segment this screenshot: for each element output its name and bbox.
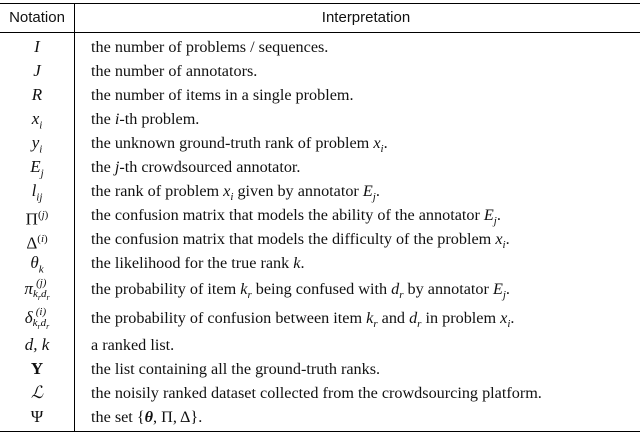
notation-cell: $\Delta^{(i)}$ xyxy=(26,233,48,253)
notation-cell: δ (i) $k_rd_r$ xyxy=(24,305,50,331)
table-row xyxy=(0,227,640,251)
notation-cell: $E_j$ xyxy=(30,157,44,180)
notation-cell: I xyxy=(34,37,40,56)
table-header-rule xyxy=(0,32,640,33)
interpretation-cell: the i-th problem. xyxy=(91,110,200,128)
interpretation-cell: the set {θ, Π, Δ}. xyxy=(91,408,203,426)
notation-cell: ℒ xyxy=(30,383,44,402)
table-row xyxy=(0,131,640,155)
notation-cell: $\theta_k$ xyxy=(30,253,44,276)
table-row xyxy=(0,277,640,301)
header-notation: Notation xyxy=(9,9,65,26)
interpretation-cell: a ranked list. xyxy=(91,336,175,354)
interpretation-cell: the probability of confusion between item $k_r$ and $d_r$ in problem $x_i$. xyxy=(91,309,515,331)
interpretation-cell: the unknown ground-truth rank of problem $x_i$. xyxy=(91,134,388,156)
interpretation-cell: the j-th crowdsourced annotator. xyxy=(91,158,301,176)
table-row xyxy=(0,179,640,203)
table-bottom-rule xyxy=(0,431,640,432)
table-header xyxy=(0,3,640,32)
table-row xyxy=(0,59,640,83)
notation-cell: π (j) $k_rd_r$ xyxy=(24,276,50,302)
interpretation-cell: the noisily ranked dataset collected from the crowdsourcing platform. xyxy=(91,384,542,402)
table-row xyxy=(0,306,640,330)
notation-cell: $x_i$ xyxy=(31,109,43,132)
table-row xyxy=(0,107,640,131)
table-row xyxy=(0,251,640,275)
table-row xyxy=(0,357,640,381)
notation-cell: R xyxy=(31,85,43,104)
interpretation-cell: the list containing all the ground-truth ranks. xyxy=(91,360,381,378)
notation-cell: Ψ xyxy=(30,407,44,426)
table-row xyxy=(0,405,640,429)
interpretation-cell: the likelihood for the true rank k. xyxy=(91,254,305,272)
notation-cell: $l_{ij}$ xyxy=(31,181,43,204)
interpretation-cell: the confusion matrix that models the ability of the annotator $E_j$. xyxy=(91,206,501,228)
interpretation-cell: the confusion matrix that models the difficulty of the problem $x_i$. xyxy=(91,230,510,252)
table-row xyxy=(0,333,640,357)
header-interpretation: Interpretation xyxy=(321,9,411,26)
table-row xyxy=(0,35,640,59)
table-row xyxy=(0,155,640,179)
notation-cell: $y_i$ xyxy=(31,133,43,156)
notation-cell: J xyxy=(33,61,41,80)
table-row xyxy=(0,83,640,107)
notation-cell: $\Pi^{(j)}$ xyxy=(25,209,49,229)
interpretation-cell: the rank of problem $x_i$ given by annotator $E_j$. xyxy=(91,182,380,204)
table-row xyxy=(0,381,640,405)
notation-cell: d, k xyxy=(24,335,50,354)
interpretation-cell: the number of problems / sequences. xyxy=(91,38,329,56)
notation-cell: Y xyxy=(30,359,44,378)
interpretation-cell: the number of annotators. xyxy=(91,62,258,80)
interpretation-cell: the probability of item $k_r$ being confused with $d_r$ by annotator $E_j$. xyxy=(91,280,510,302)
table-row xyxy=(0,203,640,227)
interpretation-cell: the number of items in a single problem. xyxy=(91,86,354,104)
